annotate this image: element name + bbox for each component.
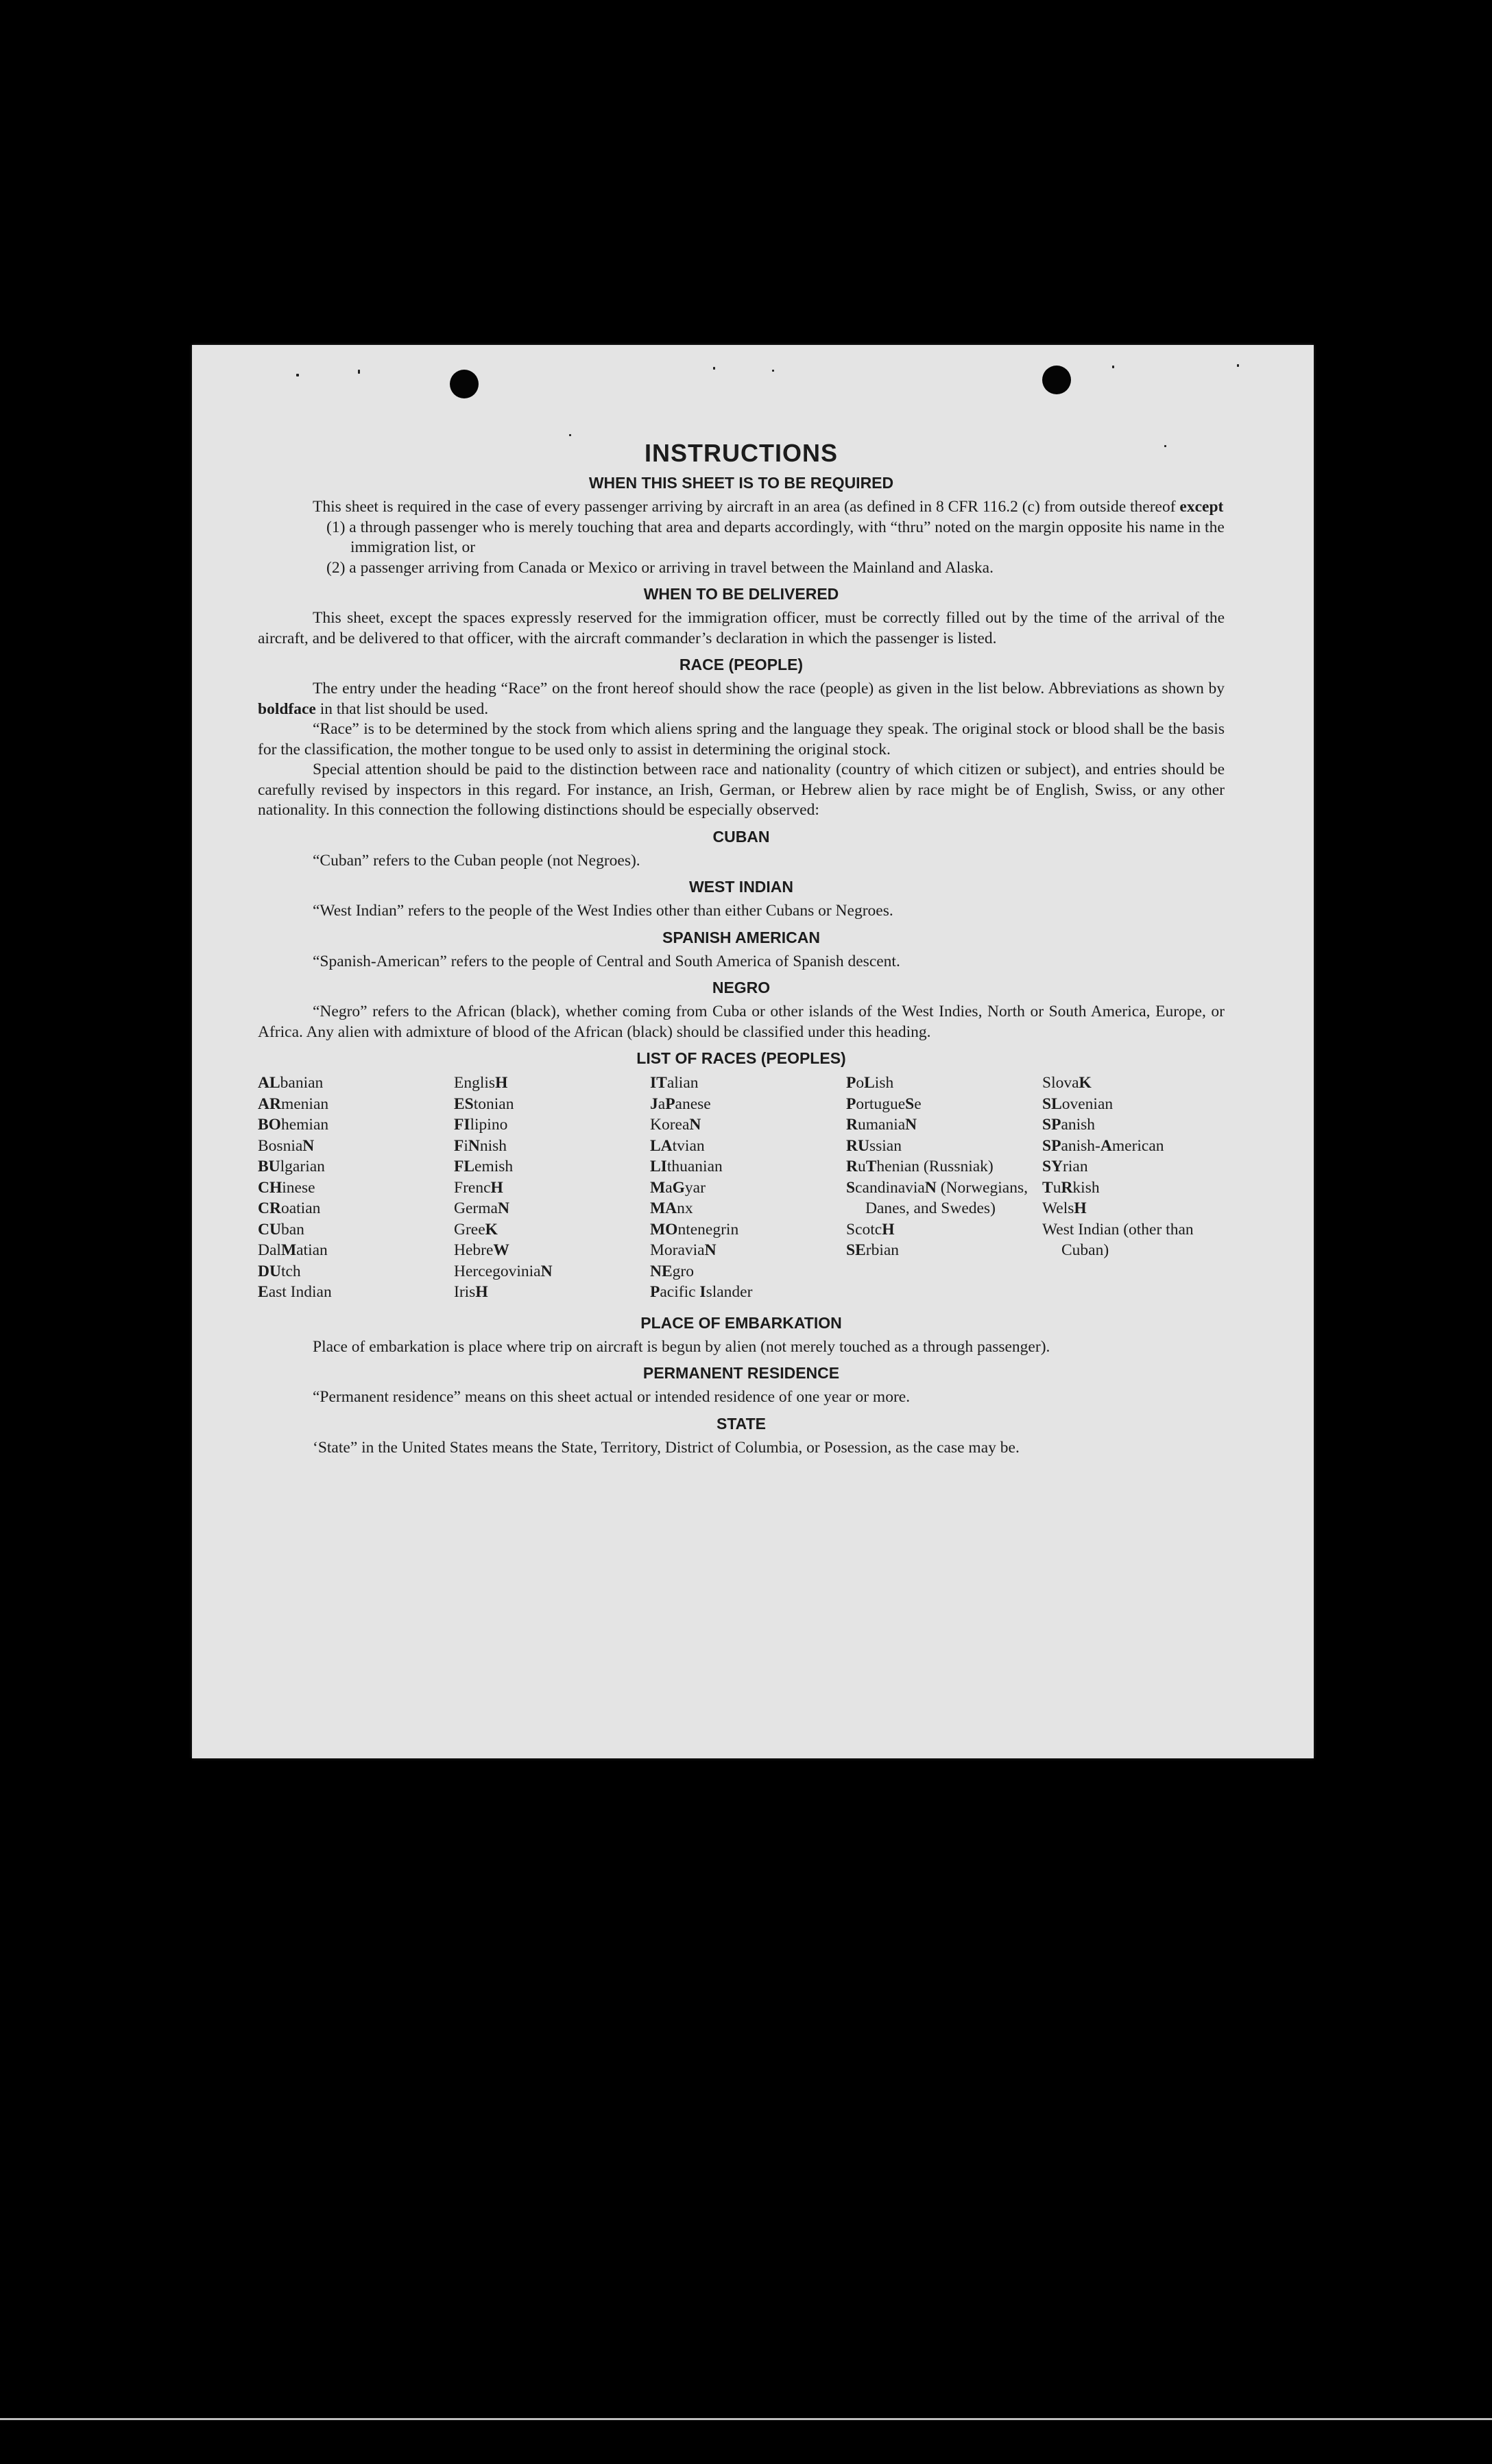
race-entry: CRoatian bbox=[258, 1199, 321, 1217]
race-entry: GermaN bbox=[454, 1199, 509, 1217]
races-list bbox=[258, 1073, 1225, 1303]
paragraph-permanent-residence: “Permanent residence” means on this sheet actual or intended residence of one year or more. bbox=[313, 1388, 911, 1406]
paragraph-when-delivered: This sheet, except the spaces expressly reserved for the immigration officer, must be correctly filled out by the time of the arrival of the aircraft, and be delivered to that officer, with the aircraft commander’s declaration in which the passenger is listed. bbox=[258, 609, 1225, 647]
race-entry: EnglisH bbox=[454, 1074, 508, 1092]
heading-west-indian: WEST INDIAN bbox=[688, 878, 794, 896]
race-entry: SPanish bbox=[1042, 1116, 1096, 1134]
instruction-sheet bbox=[192, 345, 1314, 1758]
race-entry: FLemish bbox=[454, 1158, 514, 1175]
paragraph-when-required: This sheet is required in the case of every passenger arriving by aircraft in an area (as defined in 8 CFR 116.2 (c) from outside thereof except bbox=[313, 498, 1224, 516]
scan-edge-line bbox=[0, 2418, 1492, 2420]
list-item-exception-2: (2) a passenger arriving from Canada or Mexico or arriving in travel between the Mainland and Alaska. bbox=[326, 558, 994, 577]
paragraph-race-2: “Race” is to be determined by the stock from which aliens spring and the language they speak. The original stock or blood shall be the basis for the classification, the mother tongue to be used only to assist in determining the original stock. bbox=[258, 720, 1225, 758]
paragraph-cuban: “Cuban” refers to the Cuban people (not Negroes). bbox=[313, 851, 640, 870]
paragraph-race-3: Special attention should be paid to the distinction between race and nationality (country of which citizen or subject), and entries should be carefully revised by inspectors in this regard. For instance, an Irish, German, or Hebrew alien by race might be of English, Swiss, or any other nationality. In this connection the following distinctions should be especially observed: bbox=[258, 761, 1225, 819]
race-entry: BUlgarian bbox=[258, 1158, 325, 1175]
race-entry: ALbanian bbox=[258, 1074, 324, 1092]
race-entry: ARmenian bbox=[258, 1095, 329, 1113]
race-entry: MoraviaN bbox=[650, 1241, 717, 1259]
race-entry: West Indian (other than Cuban) bbox=[1042, 1220, 1194, 1259]
race-entry: TuRkish bbox=[1042, 1178, 1100, 1197]
races-column-3 bbox=[650, 1073, 846, 1303]
race-entry: CHinese bbox=[258, 1178, 315, 1197]
heading-race: RACE (PEOPLE) bbox=[679, 656, 804, 673]
race-entry: CUban bbox=[258, 1220, 304, 1239]
paragraph-spanish-american: “Spanish-American” refers to the people of Central and South America of Spanish descent. bbox=[313, 952, 900, 970]
race-entry: GreeK bbox=[454, 1220, 498, 1239]
list-item-exception-1: (1) a through passenger who is merely touching that area and departs accordingly, with “thru” noted on the margin opposite his name in the immigration list, or bbox=[326, 518, 1225, 556]
heading-when-required: WHEN THIS SHEET IS TO BE REQUIRED bbox=[588, 474, 894, 492]
race-entry: MOntenegrin bbox=[650, 1220, 739, 1239]
race-entry: LAtvian bbox=[650, 1136, 705, 1155]
heading-negro: NEGRO bbox=[712, 979, 771, 996]
heading-place-of-embarkation: PLACE OF EMBARKATION bbox=[640, 1313, 842, 1332]
paragraph-race-1: The entry under the heading “Race” on the front hereof should show the race (people) as given in the list below. Abbreviations as shown by boldface in that list should be used. bbox=[258, 680, 1225, 718]
heading-state: STATE bbox=[717, 1414, 766, 1433]
race-entry: JaPanese bbox=[650, 1095, 711, 1113]
race-entry: RuThenian (Russniak) bbox=[846, 1158, 994, 1175]
race-entry: ScotcH bbox=[846, 1220, 895, 1239]
race-entry: East Indian bbox=[258, 1283, 332, 1301]
race-entry: RUssian bbox=[846, 1136, 902, 1155]
race-entry: FIlipino bbox=[454, 1116, 508, 1134]
race-entry: SPanish-American bbox=[1042, 1136, 1164, 1155]
heading-list-of-races: LIST OF RACES (PEOPLES) bbox=[636, 1049, 846, 1067]
heading-spanish-american: SPANISH AMERICAN bbox=[662, 928, 820, 946]
race-entry: IrisH bbox=[454, 1283, 488, 1301]
race-entry: DalMatian bbox=[258, 1241, 328, 1259]
punch-hole-left bbox=[450, 370, 479, 398]
race-entry: SYrian bbox=[1042, 1158, 1088, 1175]
heading-permanent-residence: PERMANENT RESIDENCE bbox=[642, 1364, 840, 1382]
race-entry: Pacific Islander bbox=[650, 1283, 753, 1301]
paragraph-place-of-embarkation: Place of embarkation is place where trip on aircraft is begun by alien (not merely touched as a through passenger). bbox=[313, 1337, 1050, 1356]
races-column-5 bbox=[1042, 1073, 1225, 1303]
paragraph-negro: “Negro” refers to the African (black), whether coming from Cuba or other islands of the West Indies, North or South America, Europe, or Africa. Any alien with admixture of blood of the African (black) should be classified under this heading. bbox=[258, 1003, 1225, 1041]
race-entry: NEgro bbox=[650, 1262, 694, 1280]
race-entry: RumaniaN bbox=[846, 1116, 917, 1134]
race-entry: FiNnish bbox=[454, 1136, 507, 1155]
race-entry: PoLish bbox=[846, 1074, 894, 1092]
race-entry: MaGyar bbox=[650, 1178, 706, 1197]
race-entry: BOhemian bbox=[258, 1116, 329, 1134]
race-entry: PortugueSe bbox=[846, 1095, 922, 1113]
races-column-2 bbox=[454, 1073, 650, 1303]
page-title: INSTRUCTIONS bbox=[645, 439, 838, 467]
race-entry: HebreW bbox=[454, 1241, 509, 1259]
instructions-content bbox=[258, 440, 1225, 1458]
races-column-1 bbox=[258, 1073, 454, 1303]
race-entry: ITalian bbox=[650, 1074, 699, 1092]
race-entry: SErbian bbox=[846, 1241, 900, 1259]
race-entry: MAnx bbox=[650, 1199, 693, 1217]
races-column-4 bbox=[846, 1073, 1042, 1303]
race-entry: LIthuanian bbox=[650, 1158, 723, 1175]
race-entry: DUtch bbox=[258, 1262, 301, 1280]
race-entry: HercegoviniaN bbox=[454, 1262, 553, 1280]
heading-when-delivered: WHEN TO BE DELIVERED bbox=[643, 585, 839, 603]
race-entry: SLovenian bbox=[1042, 1095, 1114, 1113]
race-entry: EStonian bbox=[454, 1095, 514, 1113]
race-entry: WelsH bbox=[1042, 1199, 1087, 1217]
paragraph-west-indian: “West Indian” refers to the people of the West Indies other than either Cubans or Negroes. bbox=[313, 902, 893, 920]
paragraph-state: ‘State” in the United States means the State, Territory, District of Columbia, or Posession, as the case may be. bbox=[313, 1438, 1020, 1457]
race-entry: ScandinaviaN (Norwegians, Danes, and Swedes) bbox=[846, 1178, 1028, 1217]
heading-cuban: CUBAN bbox=[712, 827, 770, 846]
race-entry: FrencH bbox=[454, 1178, 503, 1197]
race-entry: SlovaK bbox=[1042, 1074, 1092, 1092]
race-entry: KoreaN bbox=[650, 1116, 701, 1134]
race-entry: BosniaN bbox=[258, 1136, 315, 1155]
punch-hole-right bbox=[1042, 366, 1071, 394]
